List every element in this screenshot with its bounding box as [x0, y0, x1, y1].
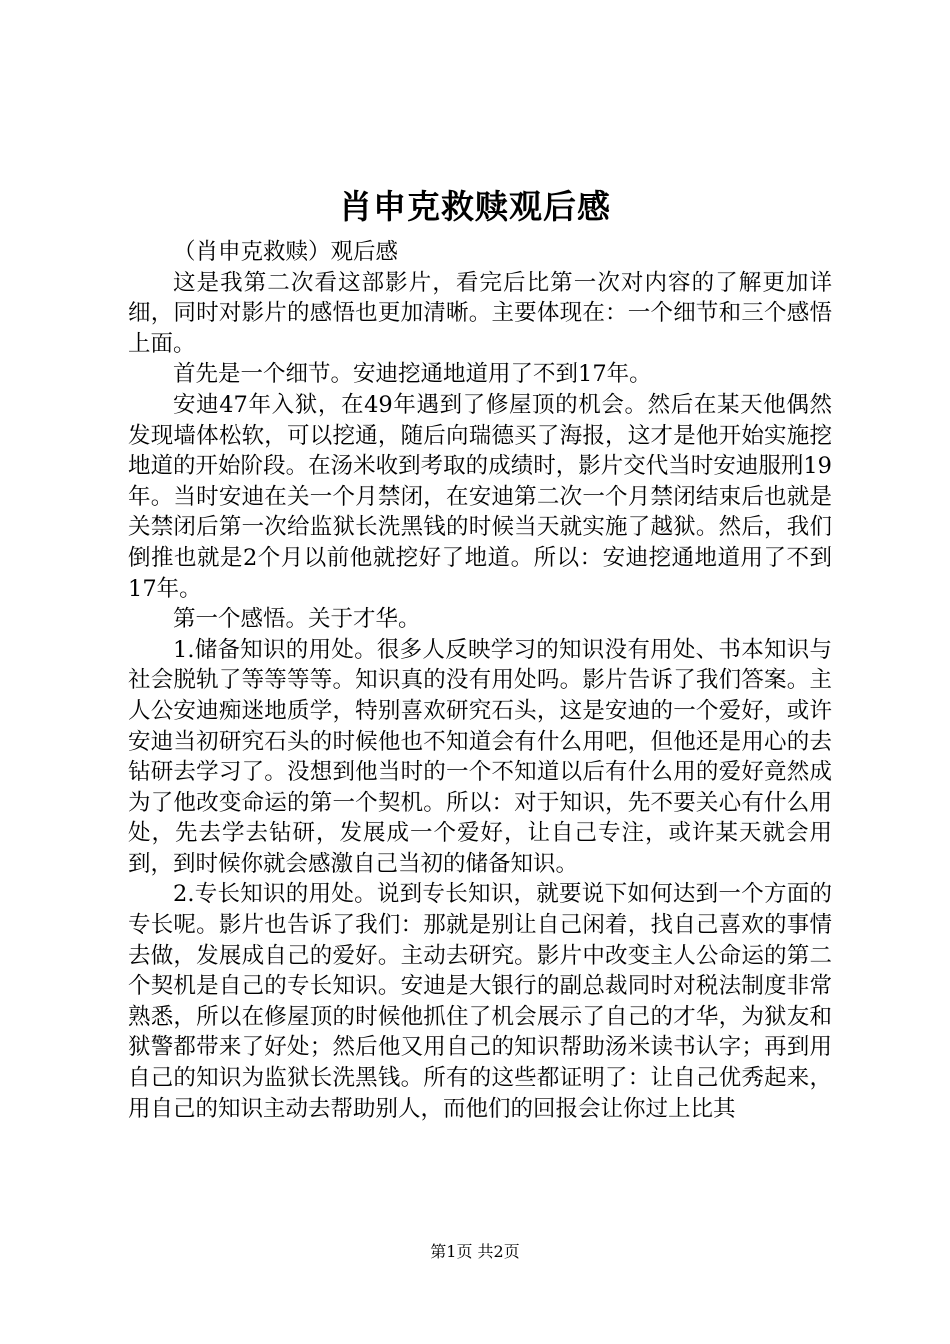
body-paragraph: 1.储备知识的用处。很多人反映学习的知识没有用处、书本知识与社会脱轨了等等等等。知识真的没有用处吗。影片告诉了我们答案。主人公安迪痴迷地质学，特别喜欢研究石头，这是安迪的一个爱好，或许安迪当初研究石头的时候他也不知道会有什么用吧，但他还是用心的去钻研去学习了。没想到他当时的一个不知道以后有什么用的爱好竟然成为了他改变命运的第一个契机。所以：对于知识，先不要关心有什么用处，先去学去钻研，发展成一个爱好，让自己专注，或许某天就会用到，到时候你就会感激自己当初的储备知识。 — [128, 636, 832, 877]
document-body — [128, 237, 832, 1124]
body-paragraph: 这是我第二次看这部影片，看完后比第一次对内容的了解更加详细，同时对影片的感悟也更加清晰。主要体现在：一个细节和三个感悟上面。 — [128, 269, 832, 357]
document-title: 肖申克救赎观后感 — [339, 187, 611, 226]
body-paragraph: 第一个感悟。关于才华。 — [173, 606, 421, 633]
body-paragraph: （肖申克救赎）观后感 — [173, 239, 399, 265]
page-number-footer: 第1页 共2页 — [430, 1242, 520, 1261]
body-paragraph: 安迪47年入狱，在49年遇到了修屋顶的机会。然后在某天他偶然发现墙体松软，可以挖通，随后向瑞德买了海报，这才是他开始实施挖地道的开始阶段。在汤米收到考取的成绩时，影片交代当时安迪服刑19年。当时安迪在关一个月禁闭，在安迪第二次一个月禁闭结束后也就是关禁闭后第一次给监狱长洗黑钱的时候当天就实施了越狱。然后，我们倒推也就是2个月以前他就挖好了地道。所以：安迪挖通地道用了不到17年。 — [128, 391, 832, 602]
body-paragraph: 2.专长知识的用处。说到专长知识，就要说下如何达到一个方面的专长呢。影片也告诉了我们：那就是别让自己闲着，找自己喜欢的事情去做，发展成自己的爱好。主动去研究。影片中改变主人公命运的第二个契机是自己的专长知识。安迪是大银行的副总裁同时对税法制度非常熟悉，所以在修屋顶的时候他抓住了机会展示了自己的才华，为狱友和狱警都带来了好处；然后他又用自己的知识帮助汤米读书认字；再到用自己的知识为监狱长洗黑钱。所有的这些都证明了：让自己优秀起来，用自己的知识主动去帮助别人，而他们的回报会让你过上比其 — [128, 881, 832, 1122]
body-paragraph: 首先是一个细节。安迪挖通地道用了不到17年。 — [173, 361, 652, 388]
